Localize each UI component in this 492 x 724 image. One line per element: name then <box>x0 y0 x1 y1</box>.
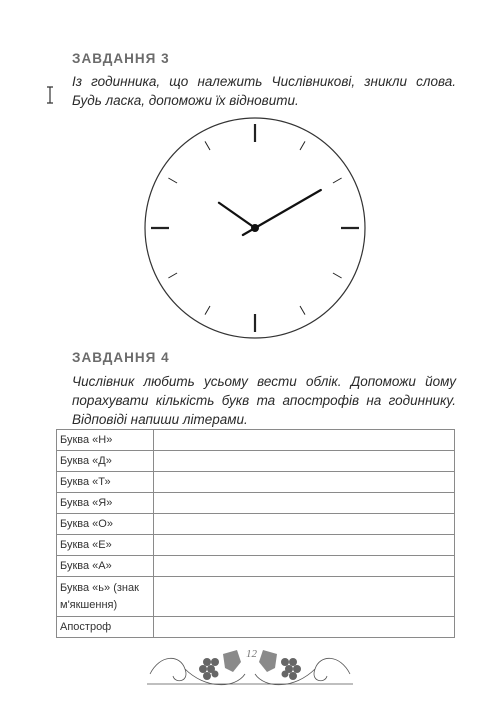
letters-table <box>56 429 455 638</box>
row-label: Буква «О» <box>57 514 154 535</box>
table-row <box>57 556 455 577</box>
table-row <box>57 514 455 535</box>
table-row <box>57 430 455 451</box>
row-label: Буква «Д» <box>57 451 154 472</box>
table-row <box>57 535 455 556</box>
table-row <box>57 472 455 493</box>
answer-cell[interactable] <box>154 430 455 451</box>
task3-text: Із годинника, що належить Числівникові, зникли слова. Будь ласка, допоможи їх відновити. <box>72 74 456 108</box>
answer-cell[interactable] <box>154 451 455 472</box>
row-label: Буква «Е» <box>57 535 154 556</box>
table-row <box>57 451 455 472</box>
row-label: Апостроф <box>57 617 154 638</box>
answer-cell[interactable] <box>154 472 455 493</box>
task4-text: Числівник любить усьому вести облік. Допоможи йому порахувати кількість букв та апострофів на годиннику. Відповіді напиши літерами. <box>72 374 456 427</box>
clock-face <box>143 116 367 340</box>
answer-cell[interactable] <box>154 577 455 617</box>
task4-title: ЗАВДАННЯ 4 <box>72 350 170 365</box>
table-row <box>57 617 455 638</box>
answer-cell[interactable] <box>154 556 455 577</box>
row-label: Буква «ь» (знак м'якшення) <box>57 577 154 617</box>
row-label: Буква «А» <box>57 556 154 577</box>
task3-title: ЗАВДАННЯ 3 <box>72 51 170 66</box>
table-row <box>57 577 455 617</box>
answer-cell[interactable] <box>154 493 455 514</box>
row-label: Буква «Я» <box>57 493 154 514</box>
table-row <box>57 493 455 514</box>
answer-cell[interactable] <box>154 514 455 535</box>
text-cursor-icon <box>45 86 55 104</box>
row-label: Буква «Н» <box>57 430 154 451</box>
answer-cell[interactable] <box>154 535 455 556</box>
clock-center <box>251 224 259 232</box>
page-number: 12 <box>246 648 257 660</box>
row-label: Буква «Т» <box>57 472 154 493</box>
answer-cell[interactable] <box>154 617 455 638</box>
